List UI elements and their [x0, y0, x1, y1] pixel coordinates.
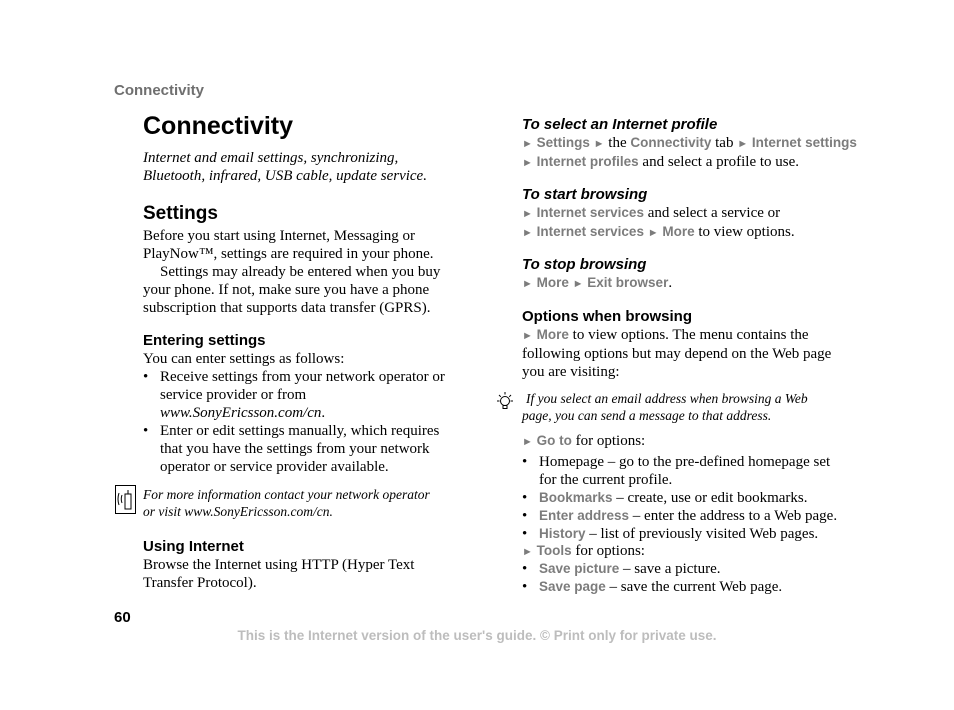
step-text: the [608, 135, 627, 151]
settings-heading: Settings [143, 203, 218, 224]
menu-item-more[interactable]: More [536, 275, 569, 290]
menu-arrow-icon: ► [522, 157, 533, 169]
menu-item-more[interactable]: More [536, 327, 569, 342]
list-item [522, 507, 872, 525]
note-text: For more information contact your network operator or visit www.SonyEricsson.com/cn. [143, 486, 473, 520]
menu-arrow-icon: ► [593, 138, 605, 150]
entering-list [143, 368, 473, 476]
entering-settings-heading: Entering settings [143, 332, 266, 349]
menu-item-internet-services[interactable]: Internet services [536, 224, 644, 239]
list-item: • Receive settings from your network operator or service provider or from www.SonyEricsson.com/cn. [143, 368, 473, 422]
menu-arrow-icon: ► [522, 138, 533, 150]
using-internet-paragraph [143, 556, 473, 592]
goto-line [522, 432, 872, 451]
step-text: for options: [575, 543, 645, 559]
menu-arrow-icon: ► [522, 208, 533, 220]
page-number: 60 [114, 609, 131, 626]
section-header: Connectivity [114, 82, 205, 99]
menu-item-internet-profiles[interactable]: Internet profiles [536, 154, 639, 169]
paragraph-line: following options but may depend on the Web page [522, 346, 832, 362]
using-internet-heading: Using Internet [143, 538, 244, 555]
lightbulb-tip-icon [494, 391, 516, 413]
tip-line: If you select an email address when browsing a Web [526, 391, 808, 406]
list-item-line: • Receive settings from your network operator or [160, 369, 445, 385]
menu-item-save-page[interactable]: Save page [539, 579, 606, 594]
paragraph-line: Browse the Internet using HTTP (Hyper Text [143, 557, 415, 573]
menu-item-internet-settings[interactable]: Internet settings [751, 135, 857, 150]
paragraph-line: Transfer Protocol). [143, 575, 257, 591]
menu-arrow-icon: ► [522, 227, 533, 239]
tools-line [522, 542, 872, 561]
page-title: Connectivity [143, 112, 294, 140]
step-text: for options: [575, 433, 646, 449]
goto-options-list [522, 453, 872, 543]
step-text: tab [715, 135, 734, 151]
list-item [522, 453, 872, 489]
menu-item-enter-address[interactable]: Enter address [539, 508, 630, 523]
options-heading: Options when browsing [522, 308, 692, 325]
list-item [522, 578, 872, 596]
options-paragraph [522, 326, 872, 381]
menu-item-history[interactable]: History [539, 526, 586, 541]
menu-item-internet-services[interactable]: Internet services [536, 205, 644, 220]
list-item-text: – save a picture. [623, 561, 721, 577]
settings-line: PlayNow™, settings are required in your phone. [143, 246, 434, 262]
list-item [522, 525, 872, 543]
menu-arrow-icon: ► [647, 227, 659, 239]
list-item-text: – list of previously visited Web pages. [589, 526, 819, 542]
settings-line: Before you start using Internet, Messaging or [143, 228, 416, 244]
list-item-line: for the current profile. [539, 472, 673, 488]
settings-line: subscription that supports data transfer (GPRS). [143, 300, 431, 316]
tip-text [522, 390, 872, 424]
settings-line: your phone. If not, make sure you have a phone [143, 282, 430, 298]
chapter-intro: Internet and email settings, synchronizing, Bluetooth, infrared, USB cable, update service. [143, 150, 427, 184]
url-link[interactable]: www.SonyEricsson.com/cn [160, 405, 322, 421]
list-item [522, 560, 872, 578]
menu-arrow-icon: ► [572, 278, 584, 290]
stop-browsing-steps: ► More ► Exit browser. [522, 275, 673, 291]
step-text: and select a service or [647, 205, 781, 221]
note-line: or visit www.SonyEricsson.com/cn [143, 504, 330, 519]
menu-arrow-icon: ► [737, 138, 749, 150]
menu-arrow-icon: ► [522, 330, 533, 342]
menu-item-exit-browser[interactable]: Exit browser [587, 275, 669, 290]
tip-line: page, you can send a message to that address. [522, 408, 772, 423]
menu-item-bookmarks[interactable]: Bookmarks [539, 490, 613, 505]
step-text: to view options. [698, 224, 795, 240]
start-browsing-heading: To start browsing [522, 186, 648, 203]
entering-intro: You can enter settings as follows: [143, 351, 345, 367]
step-text: and select a profile to use. [642, 154, 800, 170]
settings-line: Settings may already be entered when you buy [160, 264, 441, 280]
list-item [522, 489, 872, 507]
note-line: For more information contact your network operator [143, 487, 430, 502]
list-item-text: – save the current Web page. [609, 579, 783, 595]
menu-item-go-to[interactable]: Go to [536, 433, 572, 448]
list-item-line: that you have the settings from your network [160, 441, 430, 457]
list-item-line: • Homepage – go to the pre-defined homepage set [539, 454, 831, 470]
footer-notice: This is the Internet version of the user's guide. © Print only for private use. [237, 628, 717, 643]
select-profile-heading: To select an Internet profile [522, 116, 718, 133]
paragraph-text: to view options. The menu contains the [572, 327, 809, 343]
list-item-text: – enter the address to a Web page. [632, 508, 838, 524]
menu-item-more[interactable]: More [662, 224, 695, 239]
menu-item-tools[interactable]: Tools [536, 543, 572, 558]
tab-connectivity[interactable]: Connectivity [630, 135, 712, 150]
paragraph-line: you are visiting: [522, 364, 620, 380]
phone-signal-note-icon [115, 485, 136, 514]
menu-item-save-picture[interactable]: Save picture [539, 561, 620, 576]
list-item-line: service provider or from [160, 387, 307, 403]
menu-item-settings[interactable]: Settings [536, 135, 590, 150]
list-item-line: • Enter or edit settings manually, which requires [160, 423, 440, 439]
list-item-line: operator or service provider available. [160, 459, 389, 475]
menu-arrow-icon: ► [522, 278, 533, 290]
select-profile-steps [522, 134, 872, 172]
list-item-text: – create, use or edit bookmarks. [616, 490, 808, 506]
menu-arrow-icon: ► [522, 436, 533, 448]
list-item [143, 422, 473, 476]
tools-options-list [522, 560, 872, 596]
menu-arrow-icon: ► [522, 546, 533, 558]
settings-paragraph [143, 227, 473, 317]
start-browsing-steps [522, 204, 872, 242]
stop-browsing-heading: To stop browsing [522, 256, 647, 273]
